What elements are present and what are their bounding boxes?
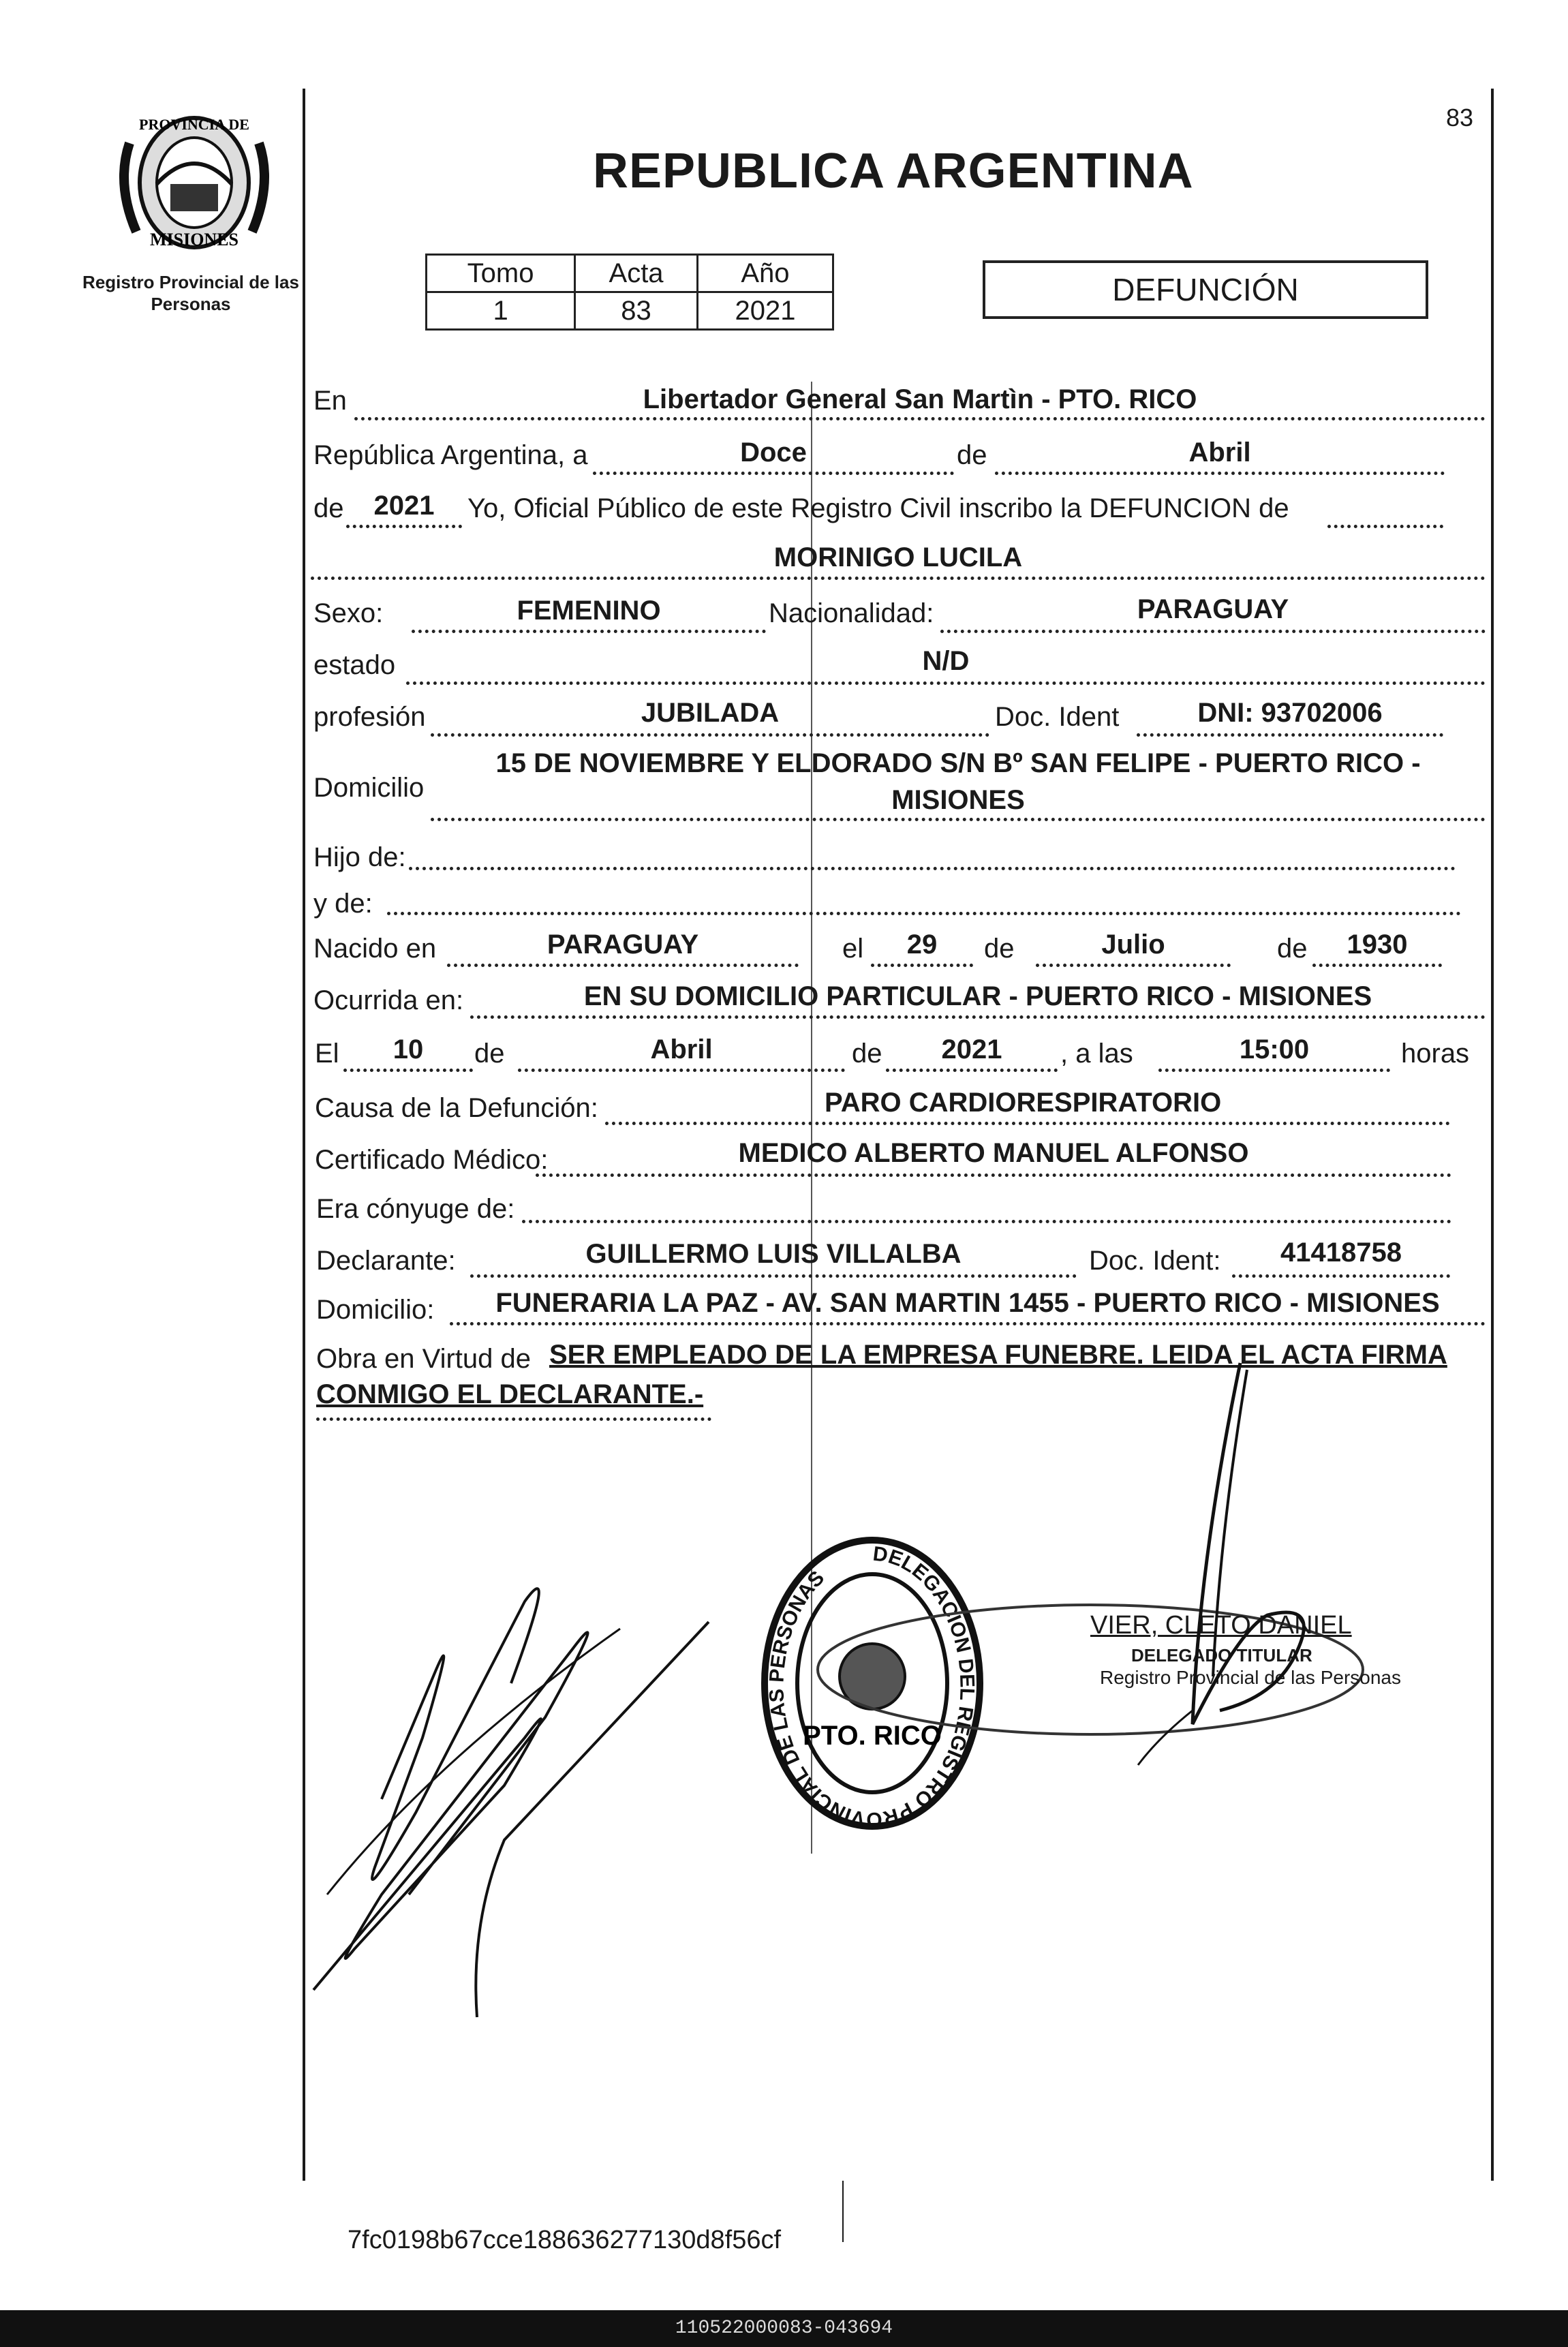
alas-label: , a las [1060,1039,1133,1069]
dotted-line [354,417,1486,420]
deceased-name: MORINIGO LUCILA [773,542,1023,572]
delegate-title: DELEGADO TITULAR [1131,1645,1312,1666]
dotted-line [406,681,1486,685]
declarante-label: Declarante: [316,1246,456,1276]
el-label: el [842,934,864,964]
domicilio2-label: Domicilio: [316,1295,435,1325]
declarante-value: GUILLERMO LUIS VILLALBA [585,1239,962,1269]
death-month: Abril [650,1034,713,1064]
day-value: Doce [740,438,807,467]
dotted-line [1327,525,1443,528]
hash-code: 7fc0198b67cce188636277130d8f56cf [348,2226,782,2254]
dotted-line [450,1322,1486,1325]
dotted-line [518,1069,845,1072]
stamp-center-text: PTO. RICO [803,1721,942,1751]
estado-value: N/D [922,646,970,676]
dotted-line [1036,964,1231,967]
sexo-label: Sexo: [313,598,384,628]
ano-value: 2021 [697,292,833,330]
doc-value: DNI: 93702006 [1197,698,1383,728]
page-number: 83 [1446,104,1474,132]
month-value: Abril [1188,438,1251,467]
nacionalidad-label: Nacionalidad: [769,598,934,628]
acta-value: 83 [575,292,698,330]
death-time: 15:00 [1239,1034,1310,1064]
dotted-line [1232,1274,1450,1278]
domicilio-label: Domicilio [313,773,425,803]
dotted-line [343,1069,473,1072]
table-header-row [427,255,833,292]
estado-label: estado [313,650,396,680]
de2-label: de [313,493,344,523]
fold-mark [842,2181,844,2242]
hijo-label: Hijo de: [313,842,406,872]
birth-year: 1930 [1347,930,1408,960]
dotted-line [431,818,1486,821]
death-year: 2021 [941,1034,1002,1064]
dotted-line [995,472,1445,475]
causa-label: Causa de la Defunción: [315,1093,598,1123]
dotted-line [447,964,799,967]
obra-label: Obra en Virtud de [316,1344,532,1374]
dotted-line [1137,733,1443,737]
domicilio-value-line2: MISIONES [891,785,1025,815]
birth-de1-label: de [984,934,1015,964]
dotted-line [940,630,1486,633]
en-value: Libertador General San Martìn - PTO. RICO [643,384,1197,414]
yde-label: y de: [313,889,373,919]
table-header-ano: Año [697,255,833,292]
delegate-org: Registro Provincial de las Personas [1100,1667,1401,1688]
sexo-value: FEMENINO [517,596,661,626]
table-header-tomo: Tomo [427,255,575,292]
birth-de2-label: de [1277,934,1308,964]
republica-label: República Argentina, a [313,440,588,470]
dotted-line [1158,1069,1390,1072]
year-value: 2021 [373,491,435,521]
dotted-line [536,1174,1451,1177]
domicilio-value-line1: 15 DE NOVIEMBRE Y ELDORADO S/N Bº SAN FELIPE - PUERTO RICO - [495,748,1421,778]
ocurrida-value: EN SU DOMICILIO PARTICULAR - PUERTO RICO - MISIONES [583,981,1372,1011]
causa-value: PARO CARDIORESPIRATORIO [825,1088,1222,1118]
ocurrida-label: Ocurrida en: [313,985,464,1015]
seal-text-bottom: MISIONES [149,230,239,249]
doc-label: Doc. Ident [995,702,1120,732]
death-de2-label: de [852,1039,882,1069]
nacionalidad-value: PARAGUAY [1137,594,1289,624]
dotted-line [470,1274,1077,1278]
stamp-ring-text: DELEGACION DEL REGISTRO PROVINCIAL DE LAS PERSONAS [765,1542,979,1831]
dotted-line [412,630,766,633]
institution-name: Registro Provincial de las Personas [82,272,299,314]
conyuge-label: Era cónyuge de: [316,1194,515,1224]
dotted-line [431,733,989,737]
en-label: En [313,386,347,416]
dotted-line [522,1220,1451,1223]
dotted-line [593,472,954,475]
seal-text-top: PROVINCIA DE [139,116,249,133]
nacido-value: PARAGUAY [547,930,699,960]
page-title: REPUBLICA ARGENTINA [593,144,1194,198]
dotted-line [886,1069,1058,1072]
table-header-acta: Acta [575,255,698,292]
declarant-signature [300,1513,750,2044]
province-seal-logo [109,102,279,259]
birth-month: Julio [1101,930,1165,960]
table-row [427,292,833,330]
death-day: 10 [393,1034,424,1064]
nacido-label: Nacido en [313,934,437,964]
horas-label: horas [1401,1039,1470,1069]
dotted-line [387,912,1461,915]
obra-value-line2: CONMIGO EL DECLARANTE.- [316,1379,704,1409]
el2-label: El [315,1039,339,1069]
right-margin-rule [1491,89,1494,2181]
dotted-line [470,1015,1486,1019]
profesion-value: JUBILADA [641,698,780,728]
dotted-line [1312,964,1442,967]
delegate-name: VIER, CLETO DANIEL [1090,1611,1352,1640]
document-id-footer: 110522000083-043694 [0,2310,1568,2347]
record-table [425,254,834,331]
yo-text: Yo, Oficial Público de este Registro Civil inscribo la DEFUNCION de [467,493,1289,523]
record-type-box: DEFUNCIÓN [983,260,1428,319]
de-label: de [957,440,987,470]
tomo-value: 1 [427,292,575,330]
dotted-line [409,867,1456,870]
certificado-value: MEDICO ALBERTO MANUEL ALFONSO [738,1138,1249,1168]
dotted-line [311,577,1486,580]
profesion-label: profesión [313,702,426,732]
death-de1-label: de [474,1039,505,1069]
certificado-label: Certificado Médico: [315,1145,549,1175]
birth-day: 29 [906,930,938,960]
dotted-line [346,525,462,528]
dotted-line [871,964,973,967]
domicilio2-value: FUNERARIA LA PAZ - AV. SAN MARTIN 1455 - PUERTO RICO - MISIONES [495,1288,1440,1318]
delegate-signature [1118,1356,1336,1779]
dotted-line [316,1417,711,1421]
obra-value-line1: SER EMPLEADO DE LA EMPRESA FUNEBRE. LEIDA EL ACTA FIRMA [549,1340,1447,1370]
doc2-value: 41418758 [1280,1238,1402,1268]
doc2-label: Doc. Ident: [1089,1246,1221,1276]
dotted-line [605,1122,1450,1125]
